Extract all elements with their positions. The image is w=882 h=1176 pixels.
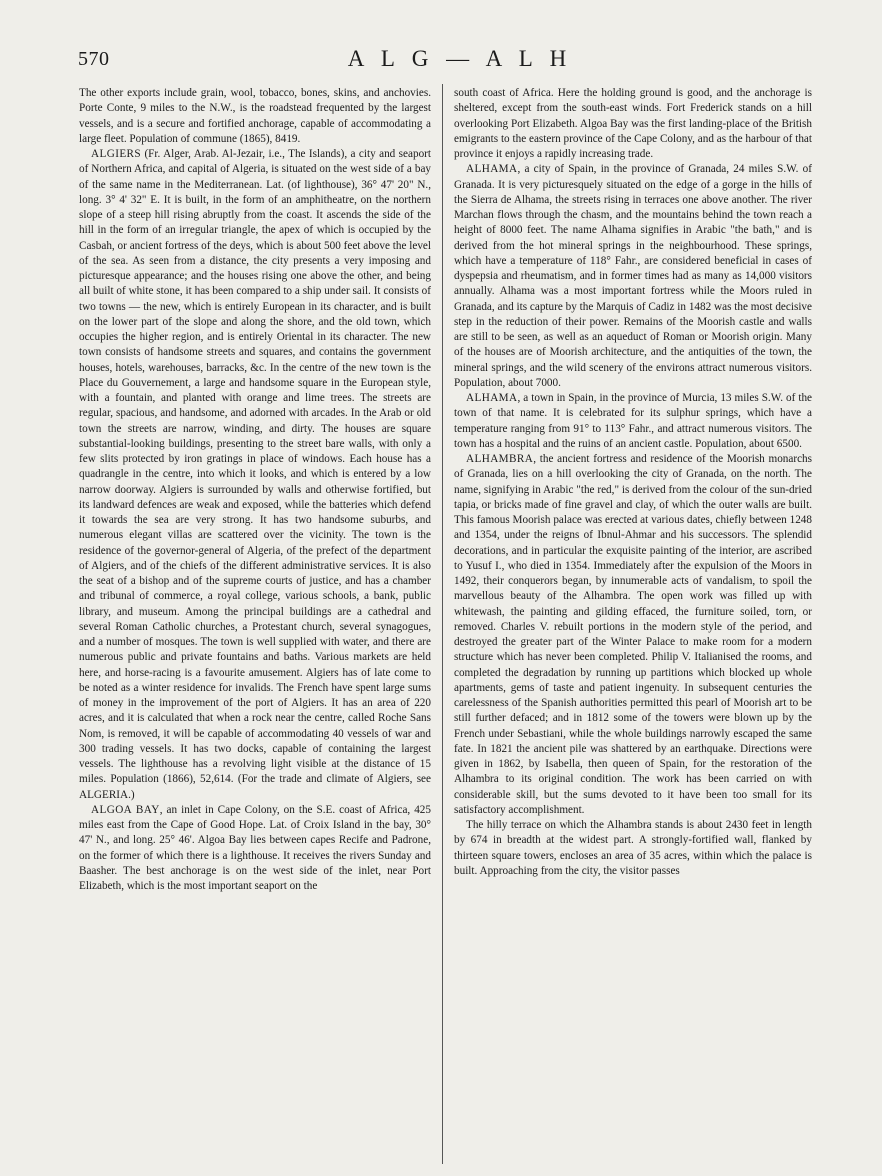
entry-text: , a city of Spain, in the province of Granada, 24 miles S.W. of Granada. It is very picturesquely situated on the edge of a gorge in the hills of the Sierra de Alhama, the streets rising in terraces one above another. The river Marchan flows through the chasm, and the mountains behind the town reach a height of 8000 feet. The name Alhama signifies in Arabic "the bath," and is derived from the hot mineral springs in the neighbourhood. These springs, which have a temperature of 118° Fahr., are considered beneficial in cases of dyspepsia and rheumatism, and in former times had as many as 14,000 visitors annually. Alhama was a most important fortress while the Moors ruled in Granada, and its capture by the Marquis of Cadiz in 1482 was the most decisive step in the reduction of their power. Remains of the Moorish castle and walls are still to be seen, as well as an aqueduct of Roman or Moorish origin. Many of the houses are of Moorish architecture, and the antiquities of the town, the mineral springs, and the wild scenery of the environs attract numerous visitors. Population, about 7000.: [454, 163, 812, 389]
entry-alhambra: [454, 452, 812, 818]
right-column: [454, 86, 812, 1166]
paragraph-text: The hilly terrace on which the Alhambra stands is about 2430 feet in length by 674 in breadth at the widest part. A strongly-fortified wall, flanked by thirteen square towers, encloses an area of 35 acres, within which the palace is built. Approaching from the city, the visitor passes: [454, 819, 812, 877]
page-header: [78, 46, 842, 76]
entry-text: (Fr. Alger, Arab. Al-Jezair, i.e., The Islands), a city and seaport of Northern Africa, and capital of Algeria, is situated on the west side of a bay of the same name in the Mediterranean. Lat. (of lighthouse), 36° 47' 20" N., long. 3° 4' 32" E. It is built, in the form of an amphitheatre, on the northern slope of a steep hill rising abruptly from the coast. It ascends the side of the hill in the form of an irregular triangle, the apex of which is occupied by the Casbah, or ancient fortress of the deys, which is about 500 feet above the level of the sea. As seen from a distance, the city presents a very imposing and picturesque appearance; and the houses rising one above the other, and being all built of white stone, it has been compared to a ship under sail. It consists of two towns — the new, which is entirely European in its character, and is built on the lower part of the slope and along the shore, and the old town, which occupies the higher region, and is entirely Oriental in its character. The new town consists of handsome streets and squares, and contains the government houses, hotels, warehouses, barracks, &c. In the centre of the new town is the Place du Gouvernement, a large and handsome square in the European style, with a fountain, and planted with orange and lime trees. The streets are regular, spacious, and handsome, and adorned with arcades. In the Arab or old town the streets are narrow, winding, and dirty. The houses are square substantial-looking buildings, presenting to the street bare walls, with only a few slits protected by iron gratings in place of windows. Each house has a quadrangle in the centre, into which it looks, and which is entered by a low narrow doorway. Algiers is surrounded by walls and otherwise fortified, but its landward defences are weak and exposed, while the batteries which defend it towards the sea are very strong. It has two handsome suburbs, and numerous elegant villas are scattered over the vicinity. The town is the residence of the governor-general of Algeria, of the prefect of the department of Algiers, and of the chiefs of the different administrative services. It is also the seat of a bishop and of the supreme courts of justice, and has a chamber and tribunal of commerce, a royal college, various schools, a bank, public library, and museum. Among the principal buildings are a cathedral and several Roman Catholic churches, a Protestant church, several synagogues, and a number of mosques. The town is well supplied with water, and there are numerous public and private fountains and baths. Various markets are held here, and horse-racing is a favourite amusement. Algiers has of late come to be noted as a winter residence for invalids. The French have spent large sums of money in the improvement of the port of Algiers. It has an area of 220 acres, and it is calculated that when a rock near the centre, called Roche Sans Nom, is removed, it will be capable of accommodating 40 vessels of war and 300 trading vessels. It has two docks, capable of containing the largest vessels. The lighthouse has a revolving light visible at the distance of 15 miles. Population (1866), 52,614. (For the trade and climate of Algiers, see ALGERIA.): [79, 148, 431, 801]
column-divider: [442, 84, 443, 1164]
entry-text: , a town in Spain, in the province of Murcia, 13 miles S.W. of the town of that name. It is celebrated for its sulphur springs, which have a temperature ranging from 91° to 113° Fahr., and attract numerous visitors. The town has a hospital and the ruins of an ancient castle. Population, about 6500.: [454, 392, 812, 450]
paragraph-continuation: [454, 86, 812, 162]
paragraph-text: south coast of Africa. Here the holding ground is good, and the anchorage is sheltered, except from the south-east winds. Fort Frederick stands on a hill overlooking Port Elizabeth. Algoa Bay was the first landing-place of the British emigrants to the eastern province of the Cape Colony, and as the harbour of that province it enjoys a rapidly increasing trade.: [454, 87, 812, 160]
page-number: 570: [78, 48, 110, 70]
paragraph-continuation: [79, 86, 431, 147]
entry-text: , the ancient fortress and residence of the Moorish monarchs of Granada, lies on a hill overlooking the city of Granada, on the north. The name, signifying in Arabic "the red," is derived from the colour of the sun-dried tapia, or bricks made of fine gravel and clay, of which the outer walls are built. This famous Moorish palace was erected at various dates, chiefly between 1248 and 1354, under the reigns of Ibnul-Ahmar and his successors. The splendid decorations, and in particular the exquisite painting of the interior, are ascribed to Yusuf I., who died in 1354. Immediately after the expulsion of the Moors in 1492, their conquerors began, by innumerable acts of vandalism, to spoil the marvellous beauty of the Alhambra. The open work was filled up with whitewash, the painting and gilding effaced, the furniture soiled, torn, or removed. Charles V. rebuilt portions in the modern style of the period, and destroyed the greater part of the Winter Palace to make room for a modern structure which has never been completed. Philip V. Italianised the rooms, and completed the degradation by running up partitions which blocked up whole apartments, gems of taste and patient ingenuity. In subsequent centuries the carelessness of the Spanish authorities permitted this pearl of Moorish art to be still further defaced; and in 1812 some of the towers were blown up by the French under Sebastiani, while the whole buildings narrowly escaped the same fate. In 1821 the ancient pile was shattered by an earthquake. Directions were given in 1862, by Isabella, then queen of Spain, for the restoration of the Alhambra to its original condition. The work has been carried on with considerable skill, but the sums devoted to it have been too small for its satisfactory accomplishment.: [454, 453, 812, 816]
entry-alhama-murcia: [454, 391, 812, 452]
entry-text: , an inlet in Cape Colony, on the S.E. coast of Africa, 425 miles east from the Cape of Good Hope. Lat. of Croix Island in the bay, 30° 47' N., and long. 25° 46'. Algoa Bay lies between capes Recife and Padrone, on the former of which there is a lighthouse. It receives the rivers Sunday and Baasher. The best anchorage is on the west side of the inlet, near Port Elizabeth, which is the most important seaport on the: [79, 803, 431, 892]
headword: ALHAMA: [466, 163, 518, 176]
headword: ALGOA BAY: [91, 803, 160, 816]
entry-algiers: [79, 147, 431, 803]
running-head: A L G — A L H: [347, 46, 573, 71]
paragraph-text: The other exports include grain, wool, tobacco, bones, skins, and anchovies. Porte Conte, 9 miles to the N.W., is the roadstead frequented by the largest vessels, and is a secure and fortified anchorage, capable of accommodating a large fleet. Population of commune (1865), 8419.: [79, 87, 431, 145]
headword: ALHAMBRA: [466, 453, 534, 465]
entry-alhama-granada: [454, 162, 812, 391]
left-column: [79, 86, 431, 1166]
entry-algoa-bay: [79, 803, 431, 895]
headword: ALHAMA: [466, 392, 518, 404]
headword: ALGIERS: [91, 148, 142, 160]
paragraph-alhambra-terrace: [454, 818, 812, 879]
